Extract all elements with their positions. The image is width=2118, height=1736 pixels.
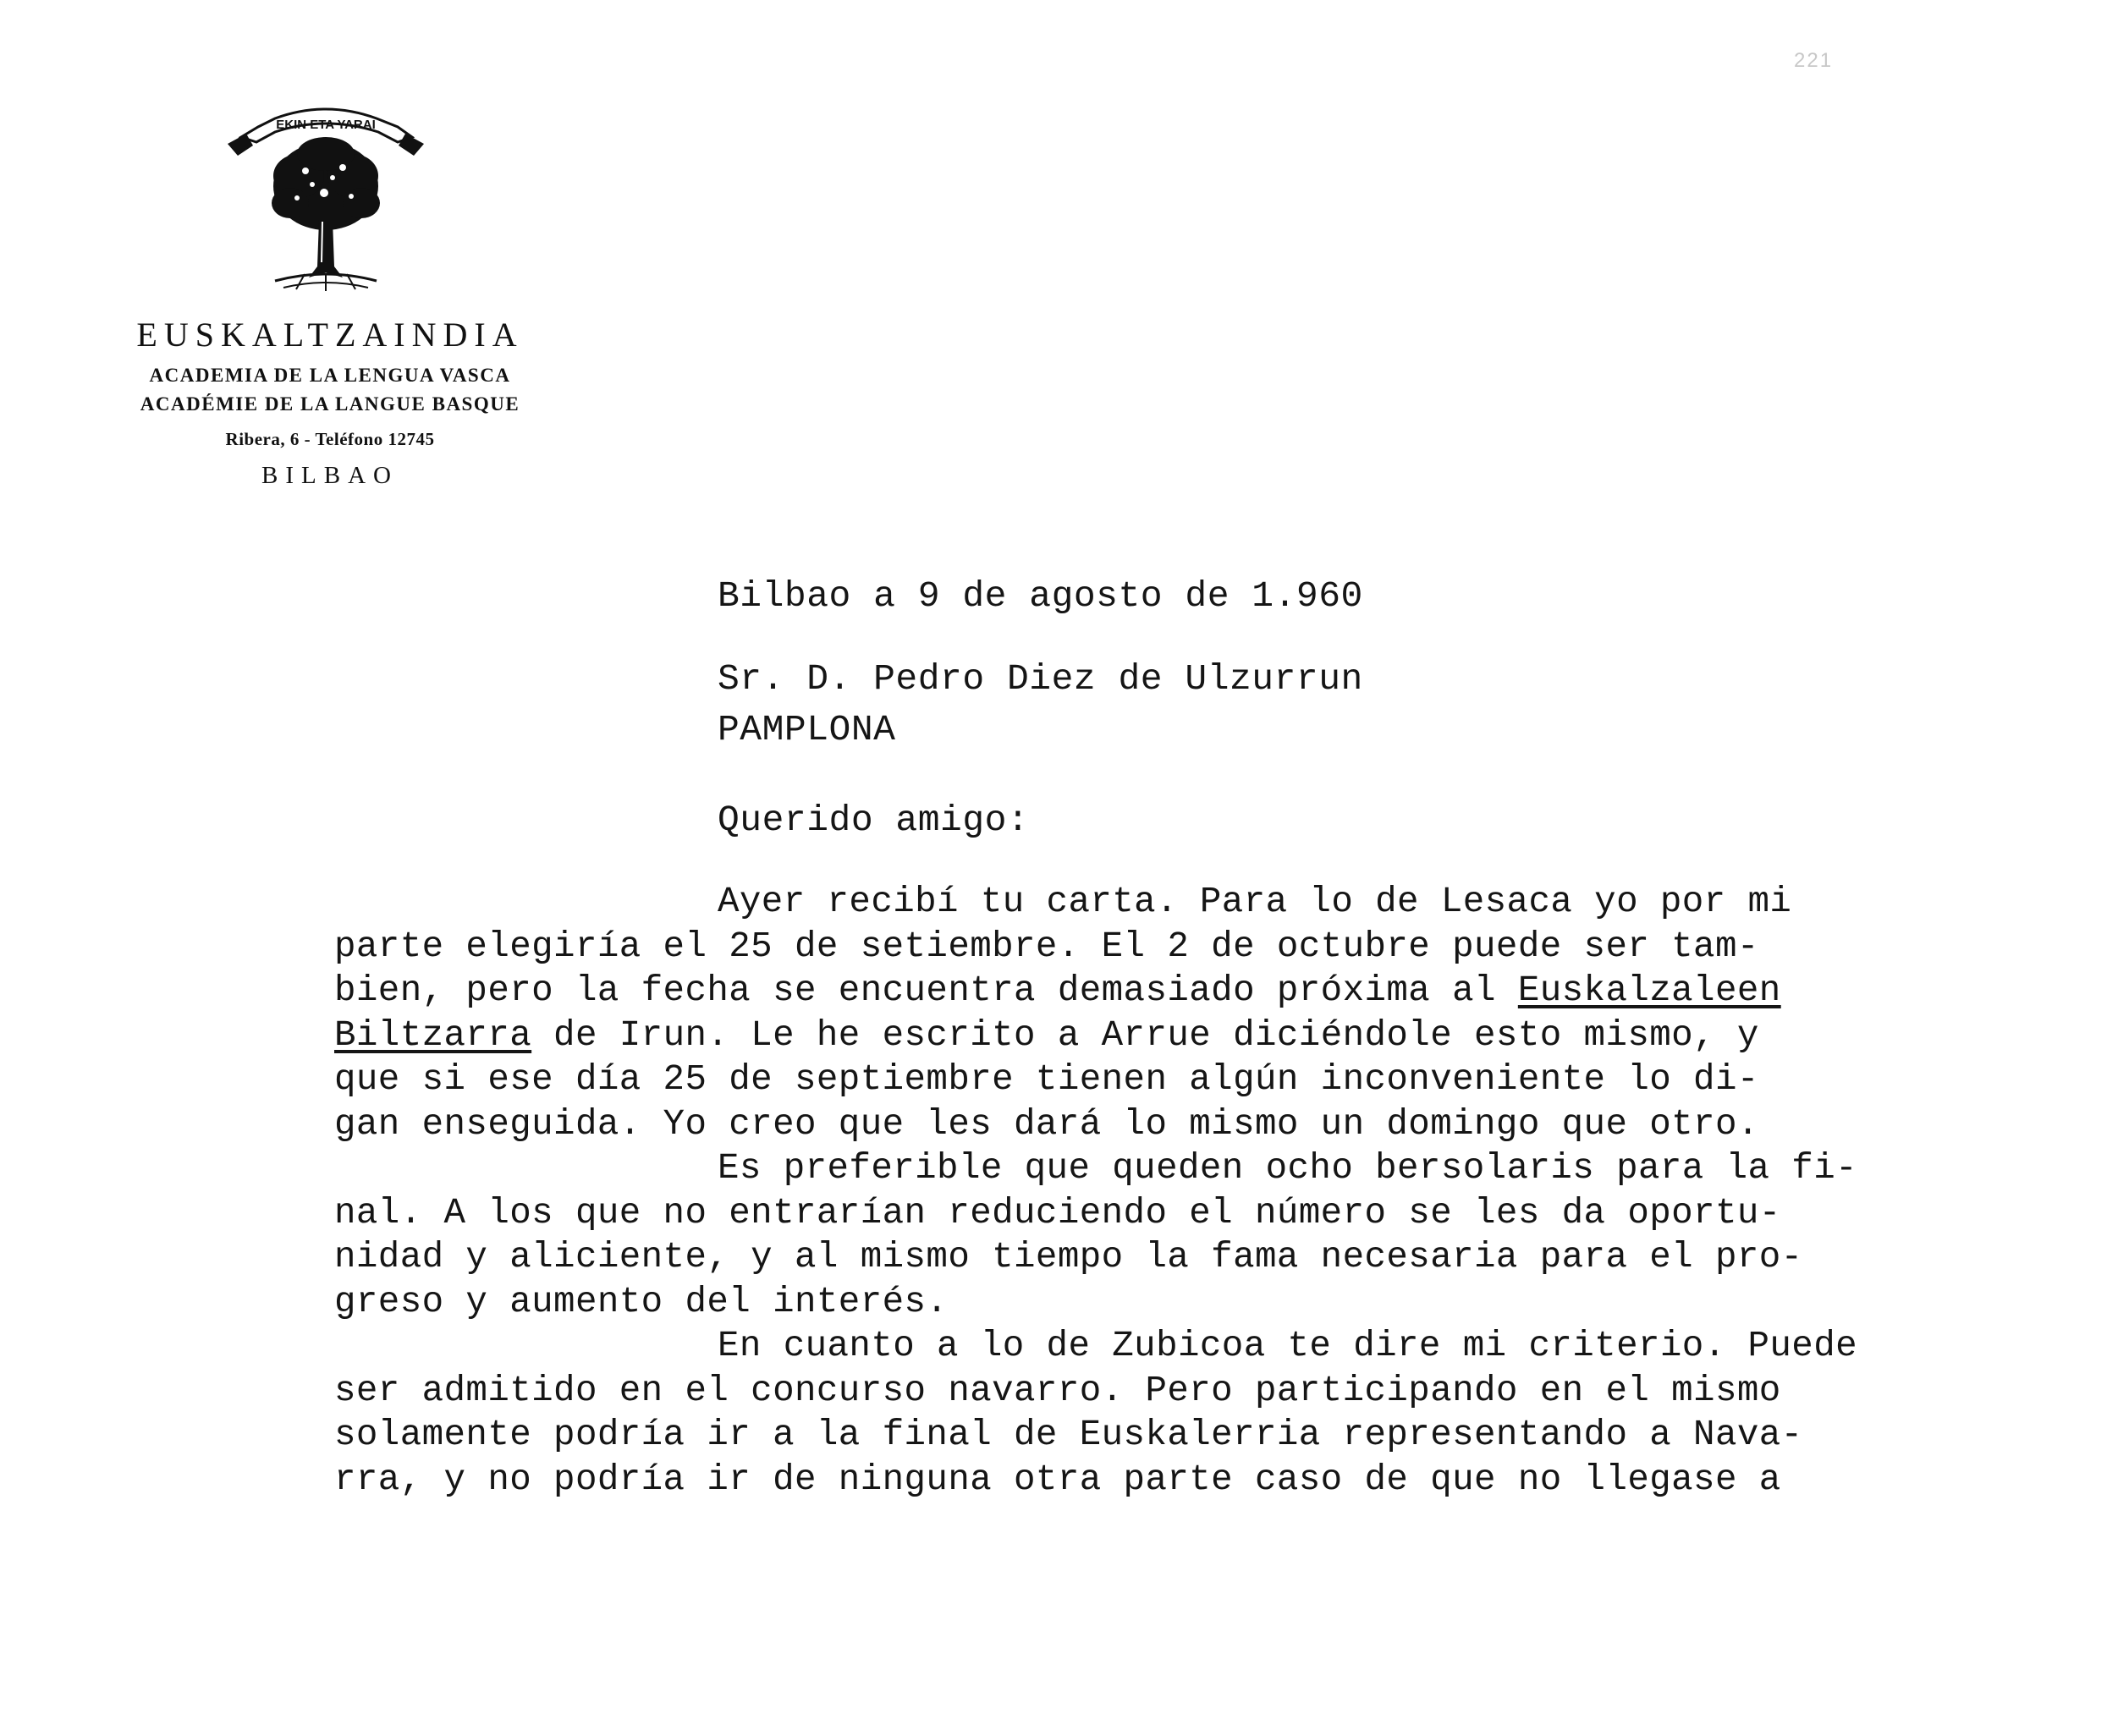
recipient-name: Sr. D. Pedro Diez de Ulzurrun [718, 658, 1363, 700]
body-line: rra, y no podría ir de ninguna otra parte caso de que no llegase a [334, 1459, 1781, 1500]
body-line: greso y aumento del interés. [334, 1281, 949, 1322]
underlined-term: Biltzarra [334, 1014, 532, 1056]
body-line: que si ese día 25 de septiembre tienen algún inconveniente lo di- [334, 1059, 1759, 1100]
organization-subtitle-fr: ACADÉMIE DE LA LANGUE BASQUE [140, 393, 520, 415]
body-line: nal. A los que no entrarían reduciendo el número se les da oportu- [334, 1192, 1781, 1233]
body-line-text: de Irun. Le he escrito a Arrue diciéndole esto mismo, y [531, 1014, 1759, 1056]
body-line: parte elegiría el 25 de setiembre. El 2 de octubre puede ser tam- [334, 926, 1759, 967]
body-line: gan enseguida. Yo creo que les dará lo mismo un domingo que otro. [334, 1103, 1759, 1145]
underlined-term: Euskalzaleen [1517, 970, 1781, 1011]
body-line [334, 969, 1857, 1014]
organization-subtitle-es: ACADEMIA DE LA LENGUA VASCA [149, 365, 511, 386]
body-line: solamente podría ir a la final de Euskalerria representando a Nava- [334, 1415, 1803, 1455]
letterhead [85, 93, 575, 490]
organization-city: BILBAO [261, 462, 399, 489]
letter-date: Bilbao a 9 de agosto de 1.960 [718, 575, 1363, 617]
motto-text: EKIN ETA YARAI [276, 118, 376, 132]
corner-mark: 221 [1794, 49, 1834, 72]
organization-name: EUSKALTZAINDIA [136, 316, 524, 354]
body-line: Es preferible que queden ocho bersolaris para la fi- [718, 1148, 1858, 1189]
recipient-city: PAMPLONA [718, 709, 896, 750]
body-line [334, 1014, 1857, 1058]
letter-body [334, 880, 1857, 1502]
body-line-text: bien, pero la fecha se encuentra demasiado próxima al [334, 970, 1518, 1011]
body-line: nidad y aliciente, y al mismo tiempo la fama necesaria para el pro- [334, 1237, 1803, 1277]
body-line: En cuanto a lo de Zubicoa te dire mi criterio. Puede [718, 1326, 1858, 1366]
body-line: ser admitido en el concurso navarro. Pero participando en el mismo [334, 1370, 1781, 1411]
salutation: Querido amigo: [718, 799, 1030, 841]
organization-address: Ribera, 6 - Teléfono 12745 [225, 429, 435, 449]
body-line: Ayer recibí tu carta. Para lo de Lesaca yo por mi [718, 882, 1792, 922]
oak-tree-emblem-icon [224, 93, 427, 296]
